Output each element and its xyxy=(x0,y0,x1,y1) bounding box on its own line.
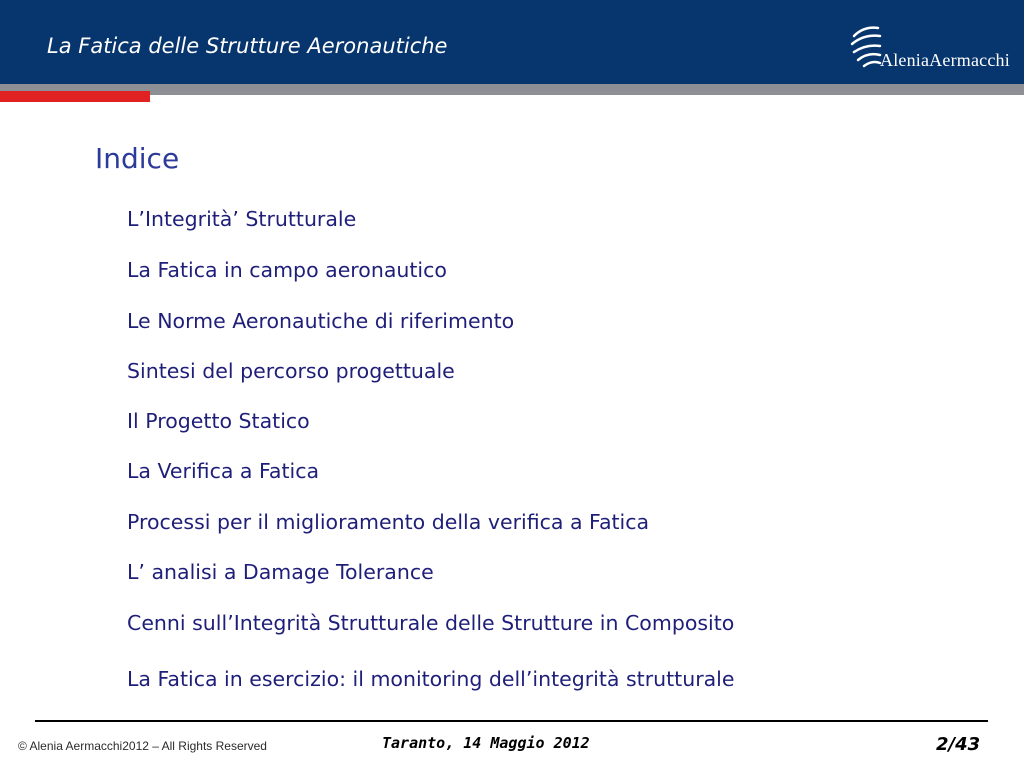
section-title: Indice xyxy=(95,142,180,175)
toc-item: La Verifica a Fatica xyxy=(127,459,320,483)
presentation-date: Taranto, 14 Maggio 2012 xyxy=(382,734,590,752)
toc-item: Processi per il miglioramento della verifica a Fatica xyxy=(127,510,650,534)
toc-item: Cenni sull’Integrità Strutturale delle Strutture in Composito xyxy=(127,611,735,635)
copyright-text: © Alenia Aermacchi2012 – All Rights Reserved xyxy=(18,739,267,753)
page-number: 2/43 xyxy=(936,734,981,755)
header-red-accent xyxy=(0,91,150,102)
toc-item: La Fatica in campo aeronautico xyxy=(127,258,447,282)
toc-item: La Fatica in esercizio: il monitoring dell’integrità strutturale xyxy=(127,667,735,691)
logo-wordmark: AleniaAermacchi xyxy=(880,50,1010,70)
toc-item: L’Integrità’ Strutturale xyxy=(127,207,357,231)
toc-item: Il Progetto Statico xyxy=(127,409,310,433)
toc-item: Le Norme Aeronautiche di riferimento xyxy=(127,309,515,333)
footer-divider xyxy=(35,720,988,722)
toc-item: L’ analisi a Damage Tolerance xyxy=(127,560,434,584)
toc-item: Sintesi del percorso progettuale xyxy=(127,359,455,383)
header-gray-band xyxy=(0,84,1024,95)
presentation-title: La Fatica delle Strutture Aeronautiche xyxy=(47,34,448,58)
